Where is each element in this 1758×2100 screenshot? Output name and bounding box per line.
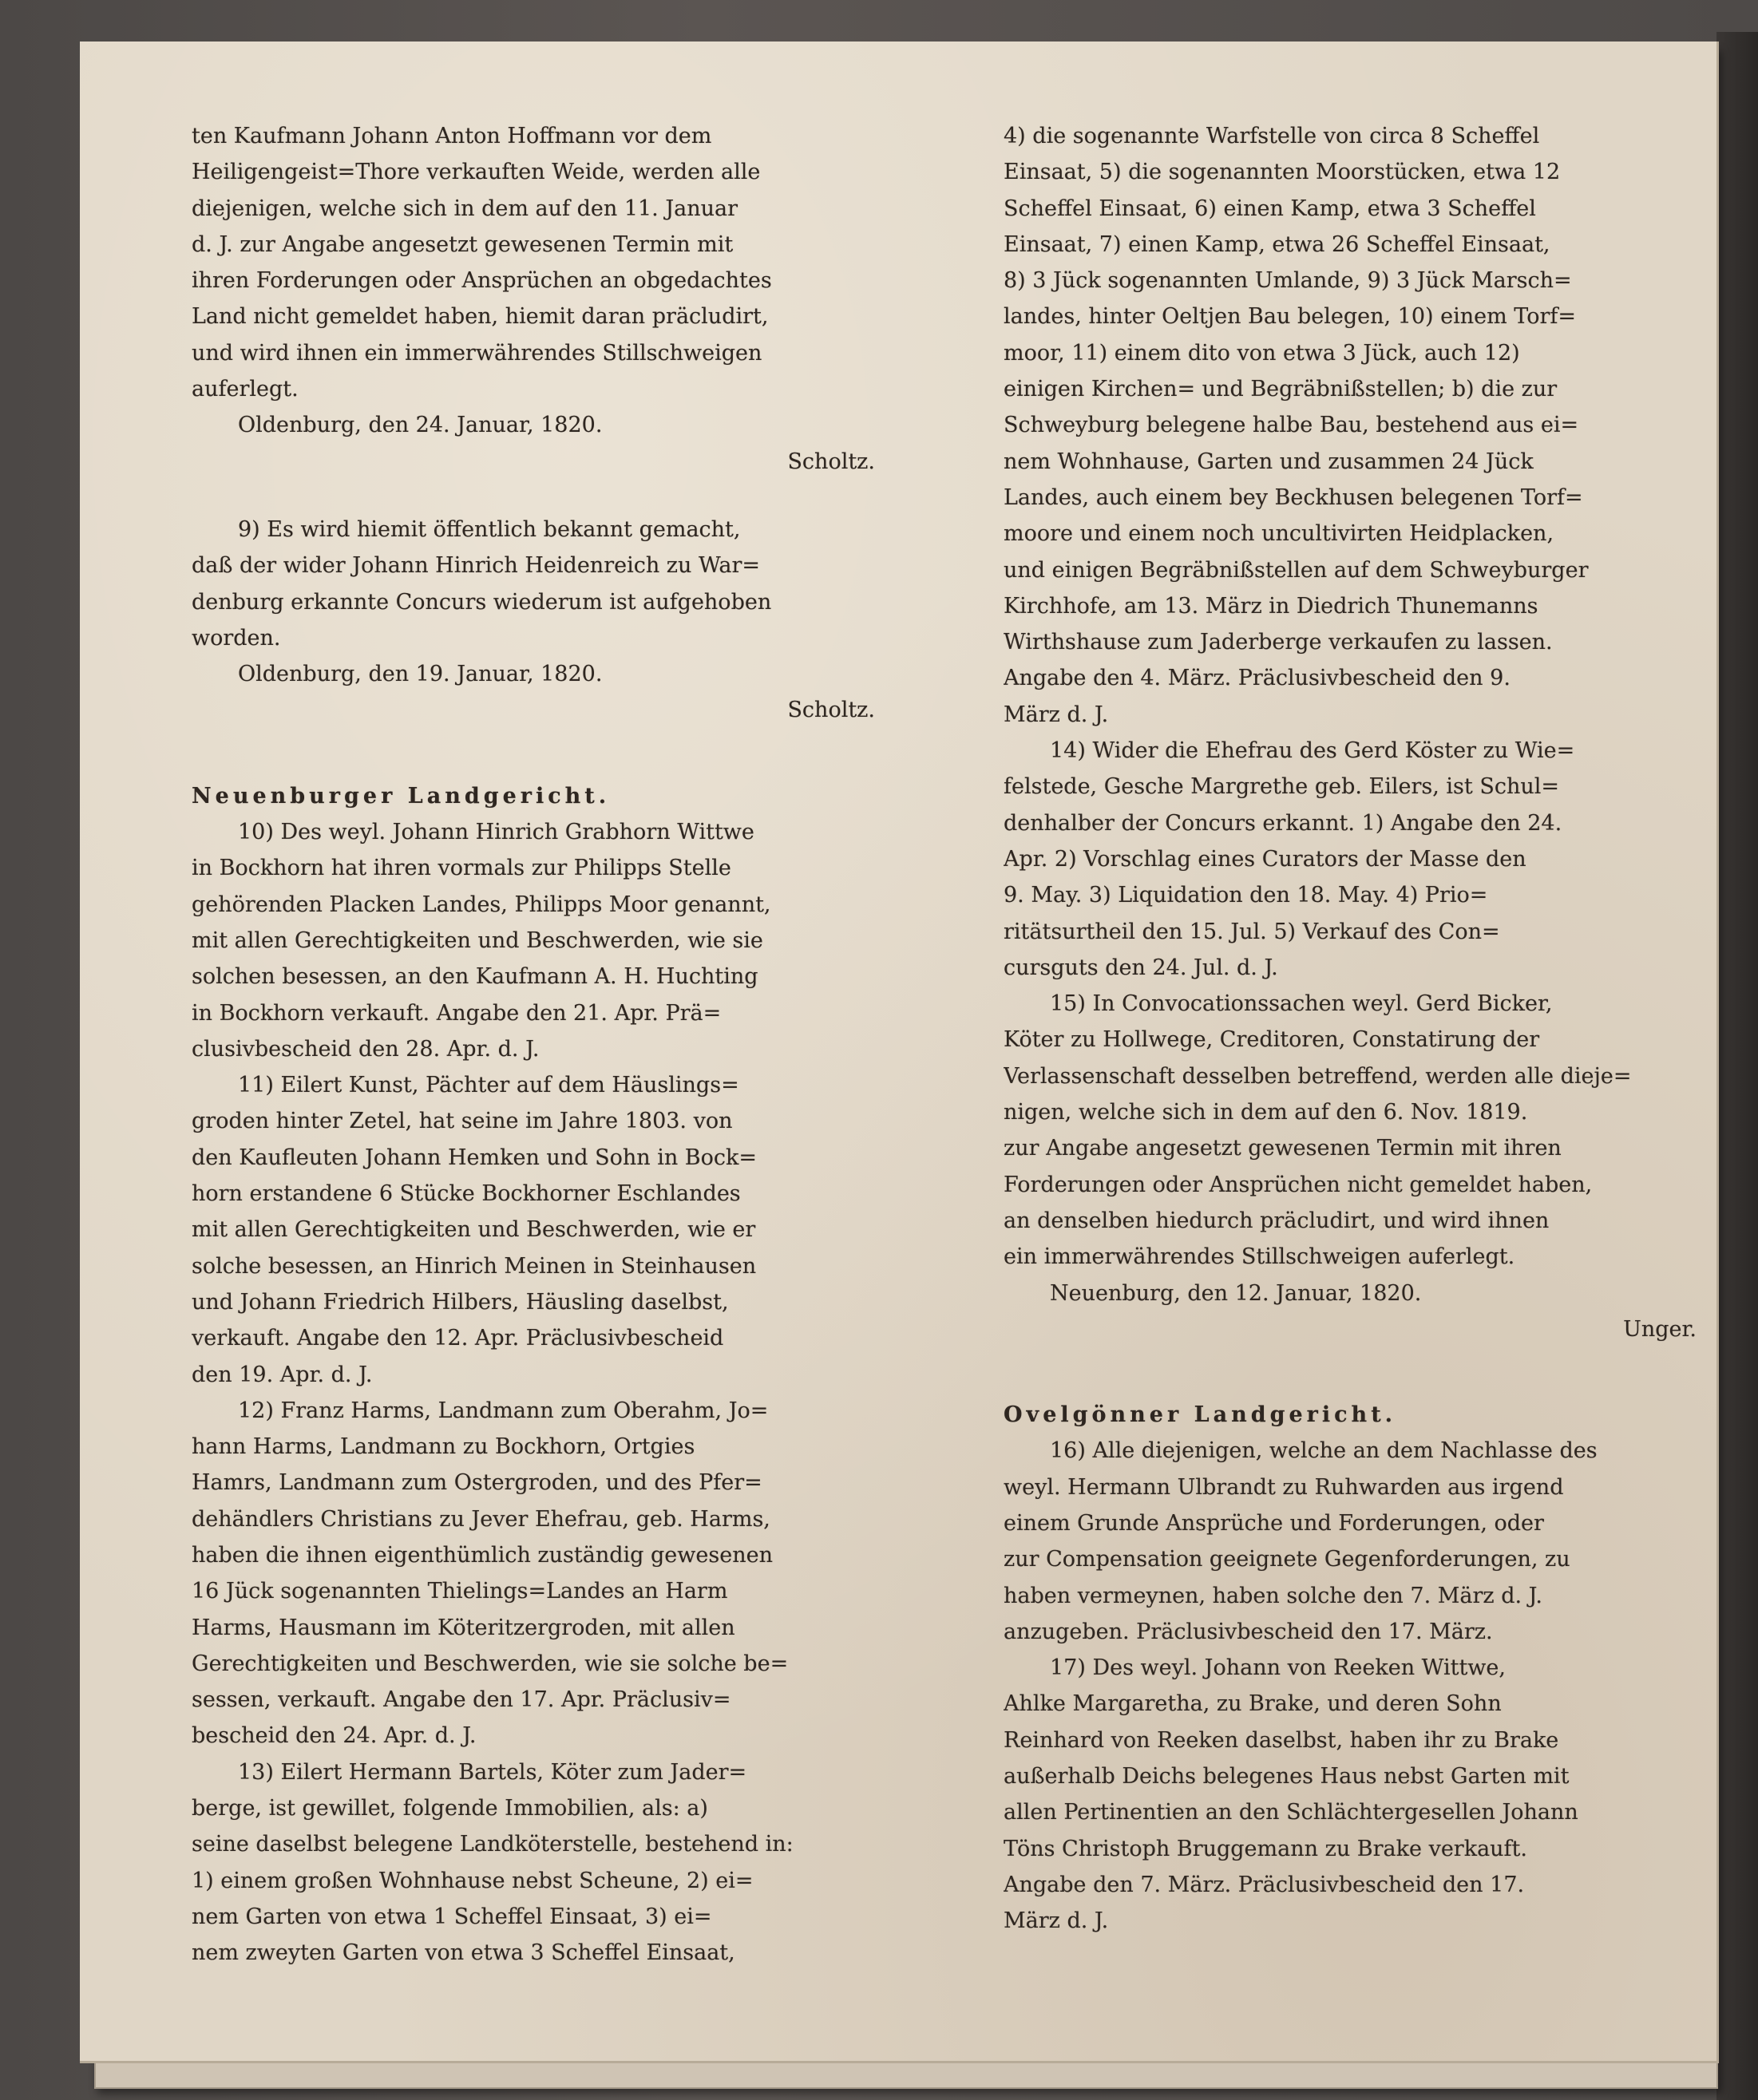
text-line: hann Harms, Landmann zu Bockhorn, Ortgies [192, 1434, 695, 1460]
text-line: ten Kaufmann Johann Anton Hoffmann vor dem [192, 124, 712, 148]
text-line: und wird ihnen ein immerwährendes Stillschweigen [192, 340, 762, 366]
signature: Scholtz. [787, 449, 875, 474]
text-line: gehörenden Placken Landes, Philipps Moor genannt, [192, 892, 771, 917]
text-line: zur Compensation geeignete Gegenforderungen, zu [1004, 1547, 1570, 1572]
paragraph-start-line: 11) Eilert Kunst, Pächter auf dem Häuslings= [238, 1073, 739, 1098]
paragraph-start-line: 17) Des weyl. Johann von Reeken Wittwe, [1050, 1655, 1506, 1681]
text-line: seine daselbst belegene Landköterstelle, bestehend in: [192, 1832, 794, 1857]
paragraph-start-line: 15) In Convocationssachen weyl. Gerd Bicker, [1050, 991, 1553, 1017]
paragraph-start-line: 10) Des weyl. Johann Hinrich Grabhorn Wittwe [238, 820, 754, 845]
signature: Unger. [1623, 1316, 1697, 1342]
text-line: landes, hinter Oeltjen Bau belegen, 10) einem Torf= [1004, 304, 1576, 330]
text-line: Hamrs, Landmann zum Ostergroden, und des Pfer= [192, 1470, 762, 1496]
text-line: denburg erkannte Concurs wiederum ist aufgehoben [192, 589, 772, 615]
text-line: Wirthshause zum Jaderberge verkaufen zu lassen. [1004, 630, 1553, 655]
paragraph-start-line: 13) Eilert Hermann Bartels, Köter zum Jader= [238, 1759, 747, 1785]
text-line: Angabe den 7. März. Präclusivbescheid den 17. [1004, 1872, 1525, 1897]
text-line: und einigen Begräbnißstellen auf dem Schweyburger [1004, 557, 1589, 583]
text-line: 8) 3 Jück sogenannten Umlande, 9) 3 Jück Marsch= [1004, 268, 1572, 294]
text-line: außerhalb Deichs belegenes Haus nebst Garten mit [1004, 1764, 1570, 1790]
text-line: nem Wohnhause, Garten und zusammen 24 Jück [1004, 449, 1534, 474]
text-line: 9. May. 3) Liquidation den 18. May. 4) Prio= [1004, 883, 1488, 908]
text-line: Kirchhofe, am 13. März in Diedrich Thunemanns [1004, 593, 1538, 619]
text-line: den Kaufleuten Johann Hemken und Sohn in Bock= [192, 1145, 757, 1170]
text-line: horn erstandene 6 Stücke Bockhorner Eschlandes [192, 1181, 741, 1207]
text-line: allen Pertinentien an den Schlächtergesellen Johann [1004, 1800, 1578, 1825]
text-line: Köter zu Hollwege, Creditoren, Constatirung der [1004, 1027, 1540, 1053]
text-line: Apr. 2) Vorschlag eines Curators der Masse den [1004, 846, 1526, 872]
text-line: Landes, auch einem bey Beckhusen belegenen Torf= [1004, 484, 1583, 510]
text-line: einigen Kirchen= und Begräbnißstellen; b) die zur [1004, 377, 1558, 402]
text-line: diejenigen, welche sich in dem auf den 11. Januar [192, 196, 738, 221]
text-line: 16 Jück sogenannten Thielings=Landes an Harm [192, 1579, 728, 1604]
text-line: Einsaat, 5) die sogenannten Moorstücken, etwa 12 [1004, 160, 1561, 185]
text-line: Heiligengeist=Thore verkauften Weide, werden alle [192, 160, 761, 185]
text-line: sessen, verkauft. Angabe den 17. Apr. Präclusiv= [192, 1687, 731, 1713]
text-line: zur Angabe angesetzt gewesenen Termin mit ihren [1004, 1136, 1562, 1161]
text-line: an denselben hiedurch präcludirt, und wird ihnen [1004, 1208, 1550, 1233]
text-line: Einsaat, 7) einen Kamp, etwa 26 Scheffel Einsaat, [1004, 231, 1550, 257]
text-line: Reinhard von Reeken daselbst, haben ihr zu Brake [1004, 1727, 1559, 1753]
text-line: Gerechtigkeiten und Beschwerden, wie sie solche be= [192, 1651, 789, 1676]
text-line: moore und einem noch uncultivirten Heidplacken, [1004, 521, 1554, 547]
paragraph-gap [192, 480, 947, 512]
text-line: haben die ihnen eigenthümlich zuständig gewesenen [192, 1542, 773, 1568]
signature: Scholtz. [787, 698, 875, 723]
text-line: den 19. Apr. d. J. [192, 1362, 373, 1387]
text-line: denhalber der Concurs erkannt. 1) Angabe den 24. [1004, 810, 1562, 836]
text-line: Töns Christoph Bruggemann zu Brake verkauft. [1004, 1836, 1527, 1861]
text-line: 4) die sogenannte Warfstelle von circa 8 Scheffel [1004, 124, 1540, 148]
text-line: in Bockhorn hat ihren vormals zur Philipps Stelle [192, 856, 731, 881]
text-line: solche besessen, an Hinrich Meinen in Steinhausen [192, 1253, 757, 1279]
right-text-column [1004, 118, 1705, 1940]
text-line: worden. [192, 625, 281, 651]
text-line: berge, ist gewillet, folgende Immobilien, als: a) [192, 1796, 708, 1821]
text-line: ihren Forderungen oder Ansprüchen an obgedachtes [192, 268, 772, 294]
dateline: Neuenburg, den 12. Januar, 1820. [1050, 1280, 1422, 1306]
paragraph-start-line: 9) Es wird hiemit öffentlich bekannt gemacht, [238, 516, 741, 542]
text-line: verkauft. Angabe den 12. Apr. Präclusivbescheid [192, 1326, 724, 1351]
section-heading: Ovelgönner Landgericht. [1004, 1402, 1397, 1428]
text-line: mit allen Gerechtigkeiten und Beschwerden, wie sie [192, 927, 763, 953]
dateline: Oldenburg, den 19. Januar, 1820. [238, 662, 603, 687]
text-line: März d. J. [1004, 1908, 1109, 1934]
text-line: ritätsurtheil den 15. Jul. 5) Verkauf des Con= [1004, 919, 1500, 944]
text-line: mit allen Gerechtigkeiten und Beschwerden, wie er [192, 1217, 756, 1243]
text-line: in Bockhorn verkauft. Angabe den 21. Apr. Prä= [192, 1000, 722, 1026]
paragraph-start-line: 12) Franz Harms, Landmann zum Oberahm, Jo= [238, 1398, 769, 1423]
text-line: haben vermeynen, haben solche den 7. März d. J. [1004, 1583, 1542, 1608]
text-line: Verlassenschaft desselben betreffend, werden alle dieje= [1004, 1063, 1632, 1089]
text-line: nem zweyten Garten von etwa 3 Scheffel Einsaat, [192, 1940, 735, 1966]
paragraph-start-line: 16) Alle diejenigen, welche an dem Nachlasse des [1050, 1438, 1598, 1464]
text-line: anzugeben. Präclusivbescheid den 17. März. [1004, 1619, 1493, 1644]
text-line: Ahlke Margaretha, zu Brake, und deren Sohn [1004, 1691, 1502, 1717]
book-spine [1716, 32, 1758, 2100]
text-line: Harms, Hausmann im Köteritzergroden, mit allen [192, 1615, 735, 1640]
text-line: Angabe den 4. März. Präclusivbescheid den 9. [1004, 666, 1511, 691]
text-line: 1) einem großen Wohnhause nebst Scheune, 2) ei= [192, 1868, 754, 1893]
text-line: solchen besessen, an den Kaufmann A. H. Huchting [192, 964, 758, 990]
left-text-column [192, 118, 947, 1971]
section-heading: Neuenburger Landgericht. [192, 783, 611, 809]
text-line: bescheid den 24. Apr. d. J. [192, 1723, 477, 1749]
paragraph-start-line: 14) Wider die Ehefrau des Gerd Köster zu Wie= [1050, 738, 1575, 764]
text-line: felstede, Gesche Margrethe geb. Eilers, ist Schul= [1004, 774, 1559, 800]
text-line: auferlegt. [192, 377, 299, 402]
text-line: nem Garten von etwa 1 Scheffel Einsaat, 3) ei= [192, 1904, 712, 1929]
text-line: groden hinter Zetel, hat seine im Jahre 1803. von [192, 1109, 733, 1134]
text-line: d. J. zur Angabe angesetzt gewesenen Termin mit [192, 231, 734, 257]
text-line: daß der wider Johann Hinrich Heidenreich zu War= [192, 553, 761, 579]
text-line: einem Grunde Ansprüche und Forderungen, oder [1004, 1510, 1544, 1536]
text-line: Schweyburg belegene halbe Bau, bestehend aus ei= [1004, 413, 1579, 438]
text-line: Land nicht gemeldet haben, hiemit daran präcludirt, [192, 304, 769, 330]
text-line: ein immerwährendes Stillschweigen auferlegt. [1004, 1244, 1515, 1270]
text-line: clusivbescheid den 28. Apr. d. J. [192, 1036, 540, 1062]
text-line: weyl. Hermann Ulbrandt zu Ruhwarden aus irgend [1004, 1474, 1564, 1500]
text-line: nigen, welche sich in dem auf den 6. Nov. 1819. [1004, 1100, 1528, 1125]
text-line: Forderungen oder Ansprüchen nicht gemeldet haben, [1004, 1172, 1593, 1197]
dateline: Oldenburg, den 24. Januar, 1820. [238, 413, 603, 438]
text-line: dehändlers Christians zu Jever Ehefrau, geb. Harms, [192, 1506, 770, 1532]
text-line: März d. J. [1004, 702, 1109, 727]
text-line: cursguts den 24. Jul. d. J. [1004, 955, 1278, 980]
text-line: Scheffel Einsaat, 6) einen Kamp, etwa 3 Scheffel [1004, 196, 1536, 221]
text-line: und Johann Friedrich Hilbers, Häusling daselbst, [192, 1289, 729, 1315]
text-line: moor, 11) einem dito von etwa 3 Jück, auch 12) [1004, 340, 1520, 366]
